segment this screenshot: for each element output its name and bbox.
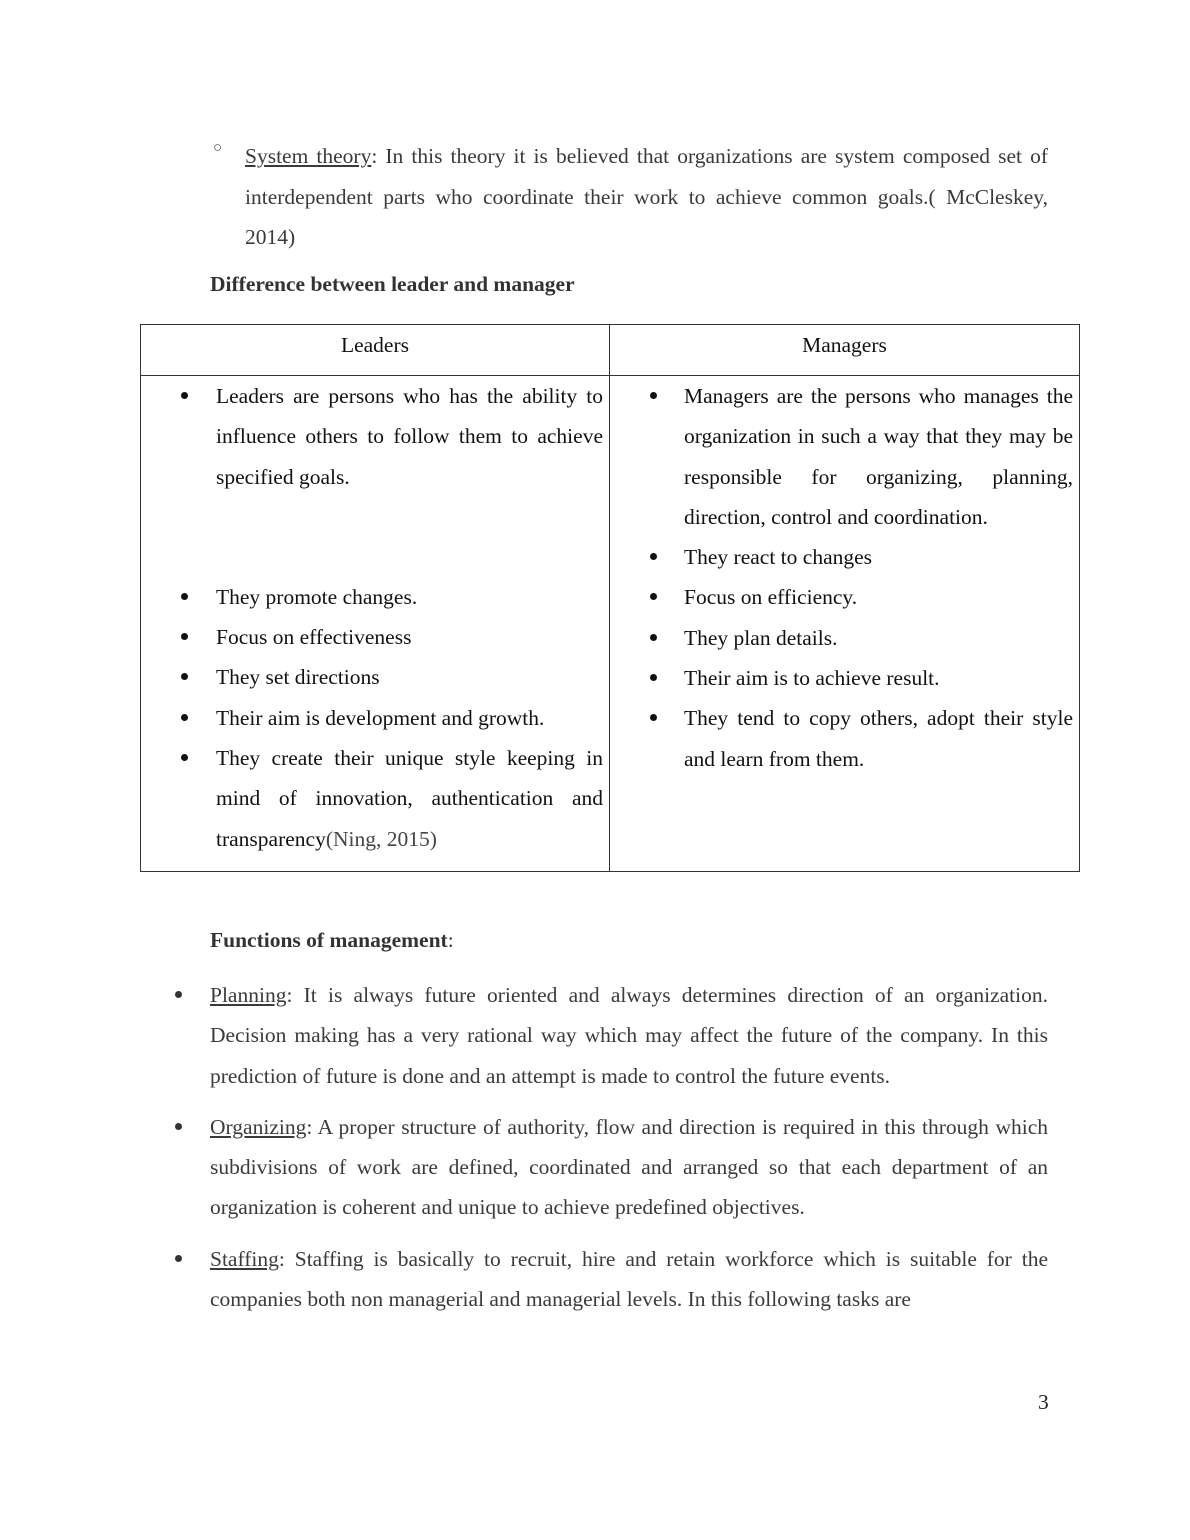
- table-header-row: [141, 325, 1080, 376]
- table-row: [141, 376, 1080, 872]
- organizing-term: Organizing: [210, 1114, 307, 1139]
- managers-header: Managers: [610, 325, 1080, 376]
- difference-heading: Difference between leader and manager: [210, 272, 575, 296]
- system-theory-text: : In this theory it is believed that organizations are system composed set of interdependent parts who coordinate their work to achieve common goals.( McCleskey, 2014): [245, 144, 1048, 249]
- bullet-dot-icon: [181, 754, 188, 761]
- bullet-dot-icon: [650, 593, 657, 600]
- bullet-dot-icon: [650, 714, 657, 721]
- system-theory-term: System theory: [245, 144, 372, 168]
- bullet-dot-icon: [175, 1255, 182, 1262]
- bullet-dot-icon: [181, 714, 188, 721]
- list-item: They tend to copy others, adopt their style and learn from them.: [610, 698, 1079, 779]
- list-item: Planning: It is always future oriented and always determines direction of an organization. Decision making has a very rational way which may affect the future of the company. In this prediction of future is done and an attempt is made to control the future events.: [210, 975, 1048, 1096]
- leaders-list: [141, 376, 609, 859]
- bullet-dot-icon: [181, 673, 188, 680]
- list-item: They plan details.: [610, 618, 1079, 658]
- list-item: Managers are the persons who manages the organization in such a way that they may be responsible for organizing, planning, direction, control and coordination.: [610, 376, 1079, 537]
- bullet-dot-icon: [175, 991, 182, 998]
- managers-list: [610, 376, 1079, 779]
- list-item: They promote changes.: [141, 577, 609, 617]
- bullet-dot-icon: [650, 674, 657, 681]
- managers-cell: [610, 376, 1080, 872]
- system-theory-paragraph: [245, 136, 1048, 258]
- list-item: They create their unique style keeping in mind of innovation, authentication and transparency(Ning, 2015): [141, 738, 609, 859]
- bullet-dot-icon: [181, 633, 188, 640]
- list-item: Organizing: A proper structure of authority, flow and direction is required in this through which subdivisions of work are defined, coordinated and arranged so that each department of an organization is coherent and unique to achieve predefined objectives.: [210, 1107, 1048, 1228]
- functions-heading: Functions of management:: [210, 928, 454, 952]
- planning-term: Planning: [210, 983, 287, 1007]
- leaders-cell: [141, 376, 610, 872]
- bullet-dot-icon: [181, 392, 188, 399]
- leader-manager-table: [140, 324, 1080, 872]
- list-item: Focus on effectiveness: [141, 617, 609, 657]
- bullet-dot-icon: [650, 553, 657, 560]
- page-number: 3: [1038, 1390, 1049, 1414]
- list-item: They react to changes: [610, 537, 1079, 577]
- bullet-dot-icon: [181, 593, 188, 600]
- functions-list: [210, 975, 1048, 1330]
- citation: (Ning, 2015): [325, 826, 437, 851]
- list-item: Leaders are persons who has the ability to influence others to follow them to achieve specified goals.: [141, 376, 609, 497]
- leaders-header: Leaders: [141, 325, 610, 376]
- bullet-dot-icon: [650, 392, 657, 399]
- hollow-circle-icon: ○: [213, 140, 223, 156]
- staffing-term: Staffing: [210, 1246, 279, 1271]
- list-item: Their aim is development and growth.: [141, 698, 609, 738]
- bullet-dot-icon: [175, 1123, 182, 1130]
- list-item: Their aim is to achieve result.: [610, 658, 1079, 698]
- list-item: Staffing: Staffing is basically to recruit, hire and retain workforce which is suitable for the companies both non managerial and managerial levels. In this following tasks are: [210, 1239, 1048, 1320]
- list-item: Focus on efficiency.: [610, 577, 1079, 617]
- bullet-dot-icon: [650, 634, 657, 641]
- list-item: They set directions: [141, 657, 609, 697]
